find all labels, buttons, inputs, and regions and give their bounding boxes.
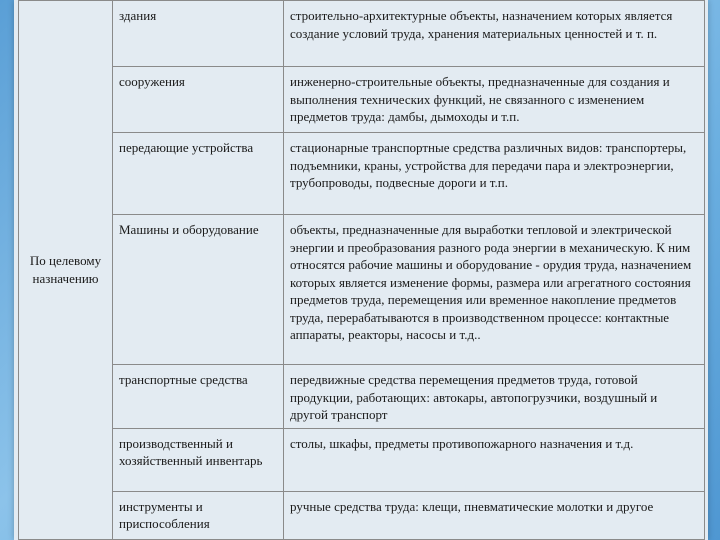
asset-desc-cell: столы, шкафы, предметы противопожарного назначения и т.д. — [284, 428, 705, 491]
asset-desc-cell: объекты, предназначенные для выработки тепловой и электрической энергии и преобразования разного рода энергии в механическую. К ним относятся рабочие машины и оборудование - орудия труда, назначением которых является изменение формы, размера или агрегатного состояния предметов труда, перемещения или временное накопление предметов труда, перерабатываются в производственном процессе: контактные аппараты, реакторы, насосы и т.д.. — [284, 215, 705, 365]
asset-name-cell: инструменты и приспособления — [113, 491, 284, 539]
asset-desc-cell: инженерно-строительные объекты, предназначенные для создания и выполнения технических функций, не связанного с изменением предметов труда: дамбы, дымоходы и т.п. — [284, 67, 705, 133]
asset-name-cell: производственный и хозяйственный инвентарь — [113, 428, 284, 491]
table-row — [19, 491, 705, 539]
asset-name-cell: транспортные средства — [113, 365, 284, 429]
table-row — [19, 133, 705, 215]
category-cell: По целевому назначению — [19, 1, 113, 540]
asset-name-cell: передающие устройства — [113, 133, 284, 215]
asset-desc-cell: стационарные транспортные средства различных видов: транспортеры, подъемники, краны, устройства для передачи пара и электроэнергии, трубопроводы, подвесные дороги и т.п. — [284, 133, 705, 215]
table-row — [19, 365, 705, 429]
asset-name-cell: сооружения — [113, 67, 284, 133]
asset-desc-cell: строительно-архитектурные объекты, назначением которых является создание условий труда, хранения материальных ценностей и т. п. — [284, 1, 705, 67]
table-row — [19, 67, 705, 133]
table-row — [19, 1, 705, 67]
asset-name-cell: здания — [113, 1, 284, 67]
table-row — [19, 428, 705, 491]
fixed-assets-table — [18, 0, 705, 540]
asset-name-cell: Машины и оборудование — [113, 215, 284, 365]
asset-desc-cell: передвижные средства перемещения предметов труда, готовой продукции, работающих: автокары, автопогрузчики, воздушный и другой транспорт — [284, 365, 705, 429]
table-row — [19, 215, 705, 365]
asset-desc-cell: ручные средства труда: клещи, пневматические молотки и другое — [284, 491, 705, 539]
